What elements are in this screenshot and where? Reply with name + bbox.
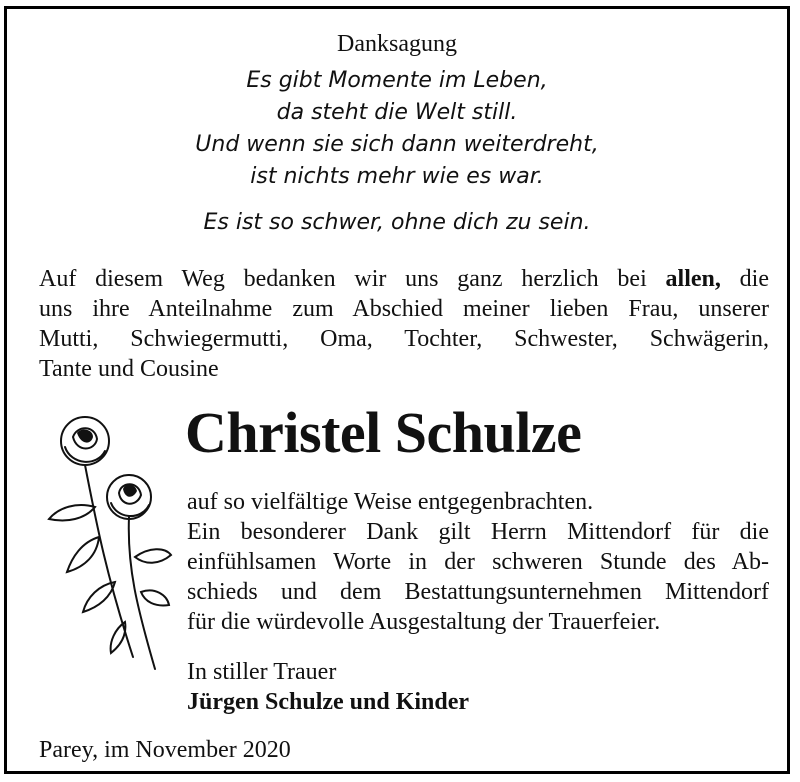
intro-text xyxy=(39,264,769,384)
thanks-text xyxy=(187,487,769,637)
thanks-line: Ein besonderer Dank gilt Herrn Mittendorf für die xyxy=(187,519,769,545)
intro-text-part: die xyxy=(720,266,769,292)
intro-line xyxy=(39,264,769,294)
thanks-line: auf so vielfältige Weise entgegenbrachten. xyxy=(187,489,594,515)
intro-line: Tante und Cousine xyxy=(39,356,219,382)
deceased-name: Christel Schulze xyxy=(185,400,582,465)
thanks-line: schieds und dem Bestattungsunternehmen Mittendorf xyxy=(187,579,769,605)
thanks-line: für die würdevolle Ausgestaltung der Trauerfeier. xyxy=(187,609,661,635)
mourning-line: In stiller Trauer xyxy=(187,659,337,685)
place-date: Parey, im November 2020 xyxy=(39,737,291,763)
poem-line: Und wenn sie sich dann weiterdreht, xyxy=(195,132,599,157)
obituary-card xyxy=(4,6,790,774)
intro-text-part: Auf diesem Weg bedanken wir uns ganz herzlich bei xyxy=(39,266,666,292)
thanks-line: einfühlsamen Worte in der schweren Stunde des Ab- xyxy=(187,549,769,575)
intro-emphasis: allen, xyxy=(665,266,721,292)
intro-line: Mutti, Schwiegermutti, Oma, Tochter, Schwester, Schwägerin, xyxy=(39,326,769,352)
poem-line: da steht die Welt still. xyxy=(276,100,518,125)
poem-line: ist nichts mehr wie es war. xyxy=(250,164,544,189)
poem-line: Es gibt Momente im Leben, xyxy=(246,68,548,93)
intro-line: uns ihre Anteilnahme zum Abschied meiner lieben Frau, unserer xyxy=(39,296,769,322)
roses-illustration xyxy=(37,407,177,687)
signature-block xyxy=(187,657,469,717)
family-names: Jürgen Schulze und Kinder xyxy=(187,689,470,715)
heading: Danksagung xyxy=(337,31,457,57)
poem xyxy=(7,65,787,239)
poem-closing-line: Es ist so schwer, ohne dich zu sein. xyxy=(203,210,591,235)
